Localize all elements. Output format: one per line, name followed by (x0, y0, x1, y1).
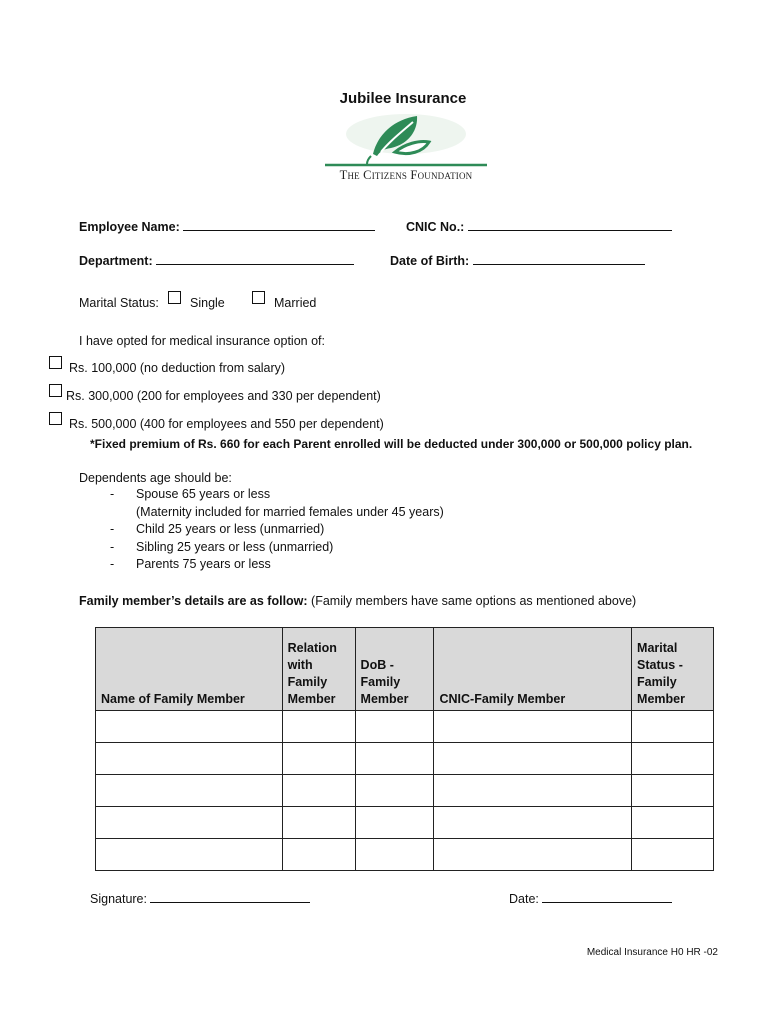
list-item (110, 521, 444, 539)
table-cell[interactable] (355, 807, 434, 839)
table-cell[interactable] (355, 743, 434, 775)
header-cnic: CNIC-Family Member (434, 628, 632, 711)
list-item (110, 539, 444, 557)
family-members-table (95, 627, 714, 871)
table-cell[interactable] (434, 743, 632, 775)
single-label: Single (190, 296, 225, 310)
table-cell[interactable] (282, 839, 355, 871)
table-cell[interactable] (632, 839, 714, 871)
table-cell[interactable] (282, 775, 355, 807)
dash-bullet: - (110, 557, 115, 571)
dependents-title: Dependents age should be: (79, 471, 232, 485)
table-row (96, 839, 714, 871)
table-cell[interactable] (96, 807, 283, 839)
dash-bullet: - (110, 539, 115, 554)
family-intro-rest: (Family members have same options as mentioned above) (307, 594, 637, 608)
department-line[interactable] (156, 252, 354, 265)
signature-line[interactable] (150, 890, 310, 903)
married-checkbox[interactable] (252, 291, 265, 304)
table-row (96, 807, 714, 839)
table-cell[interactable] (355, 711, 434, 743)
dependents-list (110, 486, 444, 574)
date-line[interactable] (542, 890, 672, 903)
table-cell[interactable] (96, 711, 283, 743)
cnic-field[interactable] (406, 218, 672, 234)
cnic-label: CNIC No.: (406, 220, 465, 234)
date-field[interactable] (509, 890, 672, 906)
leaf-logo-icon (325, 112, 487, 168)
option-300000-label: Rs. 300,000 (200 for employees and 330 per dependent) (66, 389, 381, 403)
table-cell[interactable] (96, 743, 283, 775)
header-name: Name of Family Member (96, 628, 283, 711)
dependent-rule-note: (Maternity included for married females under 45 years) (136, 504, 444, 519)
logo-caption: The Citizens Foundation (339, 168, 473, 182)
header-relation: Relation with Family Member (282, 628, 355, 711)
dependent-rule: Sibling 25 years or less (unmarried) (136, 539, 334, 554)
table-cell[interactable] (355, 839, 434, 871)
dependent-rule: Spouse 65 years or less (136, 487, 271, 501)
family-intro-bold: Family member’s details are as follow: (79, 594, 308, 608)
header-dob: DoB - Family Member (355, 628, 434, 711)
table-cell[interactable] (355, 775, 434, 807)
table-row (96, 743, 714, 775)
signature-field[interactable] (90, 890, 310, 906)
table-cell[interactable] (96, 775, 283, 807)
cnic-line[interactable] (468, 218, 672, 231)
table-cell[interactable] (282, 711, 355, 743)
table-cell[interactable] (632, 711, 714, 743)
dependent-rule: Child 25 years or less (unmarried) (136, 522, 325, 536)
employee-name-line[interactable] (183, 218, 375, 231)
premium-note: *Fixed premium of Rs. 660 for each Parent enrolled will be deducted under 300,000 or 500,000 policy plan. (90, 437, 693, 451)
family-intro (79, 594, 636, 608)
table-cell[interactable] (632, 807, 714, 839)
table-cell[interactable] (434, 711, 632, 743)
option-300000-checkbox[interactable] (49, 384, 62, 397)
page-title: Jubilee Insurance (339, 90, 467, 107)
employee-name-field[interactable] (79, 218, 375, 234)
married-label: Married (274, 296, 317, 310)
date-of-birth-field[interactable] (390, 252, 645, 268)
table-header-row (96, 628, 714, 711)
list-item (110, 556, 444, 574)
table-cell[interactable] (96, 839, 283, 871)
department-label: Department: (79, 254, 153, 268)
table-cell[interactable] (632, 743, 714, 775)
table-cell[interactable] (434, 775, 632, 807)
employee-name-label: Employee Name: (79, 220, 180, 234)
dash-bullet: - (110, 522, 115, 536)
date-label: Date: (509, 892, 539, 906)
single-checkbox[interactable] (168, 291, 181, 304)
list-item (110, 486, 444, 504)
header-marital-status: Marital Status - Family Member (632, 628, 714, 711)
list-item-note (110, 504, 444, 522)
document-code: Medical Insurance H0 HR -02 (586, 947, 718, 958)
dash-bullet: - (110, 487, 115, 501)
table-cell[interactable] (434, 807, 632, 839)
department-field[interactable] (79, 252, 354, 268)
dob-label: Date of Birth: (390, 254, 470, 268)
option-500000-checkbox[interactable] (49, 412, 62, 425)
table-cell[interactable] (434, 839, 632, 871)
table-cell[interactable] (632, 775, 714, 807)
option-100000-checkbox[interactable] (49, 356, 62, 369)
table-cell[interactable] (282, 807, 355, 839)
option-100000-label: Rs. 100,000 (no deduction from salary) (69, 361, 286, 375)
signature-label: Signature: (90, 892, 147, 906)
marital-status-label: Marital Status: (79, 296, 159, 310)
dependent-rule: Parents 75 years or less (136, 557, 271, 571)
dob-line[interactable] (473, 252, 645, 265)
table-row (96, 775, 714, 807)
table-cell[interactable] (282, 743, 355, 775)
option-500000-label: Rs. 500,000 (400 for employees and 550 per dependent) (69, 417, 384, 431)
insurance-intro: I have opted for medical insurance option of: (79, 334, 325, 348)
table-body (96, 711, 714, 871)
table-row (96, 711, 714, 743)
organization-logo (325, 112, 487, 184)
